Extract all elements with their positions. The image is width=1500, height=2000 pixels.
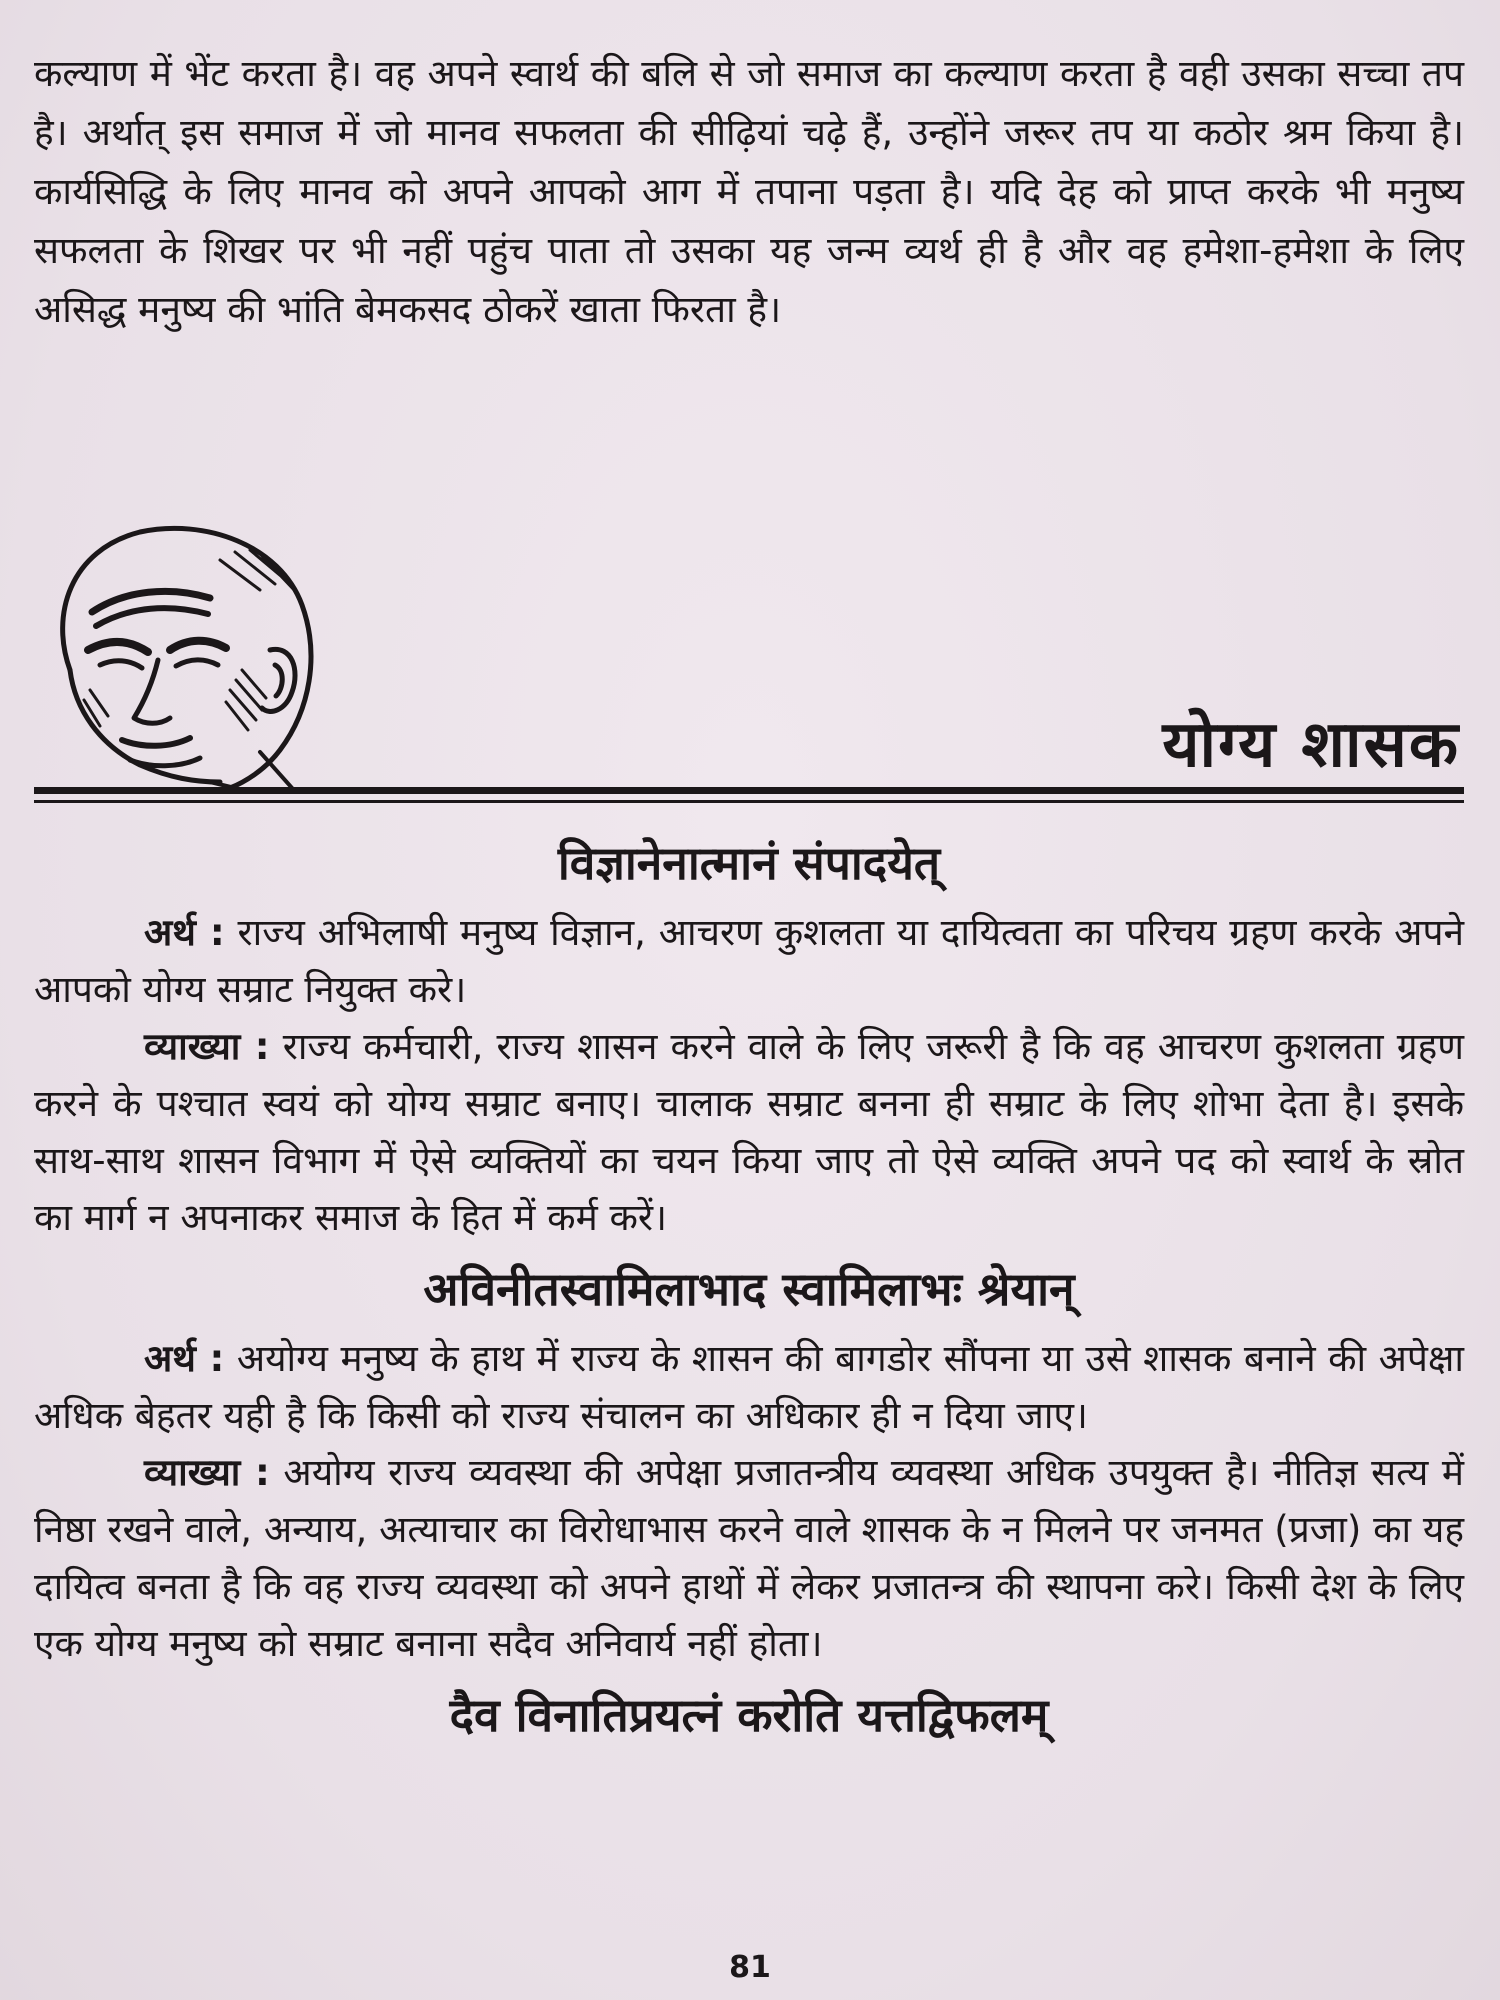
explanation-label: व्याख्या : bbox=[144, 1451, 270, 1494]
meaning-paragraph-2 bbox=[34, 1330, 1464, 1444]
meaning-label: अर्थ : bbox=[144, 1337, 225, 1380]
meaning-text: अयोग्य मनुष्य के हाथ में राज्य के शासन की बागडोर सौंपना या उसे शासक बनाने की अपेक्षा अधिक बेहतर यही है कि किसी को राज्य संचालन का अधिकार ही न दिया जाए। bbox=[34, 1337, 1465, 1437]
intro-text bbox=[34, 44, 1464, 339]
chapter-title: योग्य शासक bbox=[1162, 708, 1460, 782]
meaning-paragraph-1 bbox=[34, 904, 1464, 1018]
sanskrit-verse-2: अविनीतस्वामिलाभाद स्वामिलाभः श्रेयान् bbox=[423, 1262, 1075, 1316]
explanation-text: अयोग्य राज्य व्यवस्था की अपेक्षा प्रजातन्त्रीय व्यवस्था अधिक उपयुक्त है। नीतिज्ञ सत्य में निष्ठा रखने वाले, अन्याय, अत्याचार का विरोधाभास करने वाले शासक के न मिलने पर जनमत (प्रजा) का यह दायित्व बनता है कि वह राज्य व्यवस्था को अपने हाथों में लेकर प्रजातन्त्र की स्थापना करे। किसी देश के लिए एक योग्य मनुष्य को सम्राट बनाना सदैव अनिवार्य नहीं होता। bbox=[34, 1451, 1464, 1665]
meaning-label: अर्थ : bbox=[144, 911, 225, 954]
page-number: 81 bbox=[729, 1950, 771, 1985]
explanation-label: व्याख्या : bbox=[144, 1025, 270, 1068]
explanation-text: राज्य कर्मचारी, राज्य शासन करने वाले के लिए जरूरी है कि वह आचरण कुशलता ग्रहण करने के पश्चात स्वयं को योग्य सम्राट बनाए। चालाक सम्राट बनना ही सम्राट के लिए शोभा देता है। इसके साथ-साथ शासन विभाग में ऐसे व्यक्तियों का चयन किया जाए तो ऐसे व्यक्ति अपने पद को स्वार्थ के स्रोत का मार्ग न अपनाकर समाज के हित में कर्म करें। bbox=[34, 1025, 1464, 1239]
meaning-text: राज्य अभिलाषी मनुष्य विज्ञान, आचरण कुशलता या दायित्वता का परिचय ग्रहण करके अपने आपको योग्य सम्राट नियुक्त करे। bbox=[34, 911, 1464, 1011]
sanskrit-verse-3: दैव विनातिप्रयत्नं करोति यत्तद्विफलम् bbox=[449, 1688, 1049, 1742]
title-rule-thick bbox=[34, 787, 1464, 794]
sanskrit-verse-1: विज्ञानेनात्मानं संपादयेत् bbox=[557, 836, 941, 890]
title-rule-thin bbox=[34, 800, 1464, 803]
intro-paragraph: कल्याण में भेंट करता है। वह अपने स्वार्थ की बलि से जो समाज का कल्याण करता है वही उसका सच्चा तप है। अर्थात् इस समाज में जो मानव सफलता की सीढ़ियां चढ़े हैं, उन्होंने जरूर तप या कठोर श्रम किया है। कार्यसिद्धि के लिए मानव को अपने आपको आग में तपाना पड़ता है। यदि देह को प्राप्त करके भी मनुष्य सफलता के शिखर पर भी नहीं पहुंच पाता तो उसका यह जन्म व्यर्थ ही है और वह हमेशा-हमेशा के लिए असिद्ध मनुष्य की भांति बेमकसद ठोकरें खाता फिरता है। bbox=[34, 52, 1464, 331]
explanation-paragraph-1 bbox=[34, 1018, 1464, 1246]
explanation-paragraph-2 bbox=[34, 1444, 1464, 1672]
chapter-content bbox=[34, 830, 1464, 1756]
chanakya-portrait-illustration bbox=[30, 520, 330, 790]
